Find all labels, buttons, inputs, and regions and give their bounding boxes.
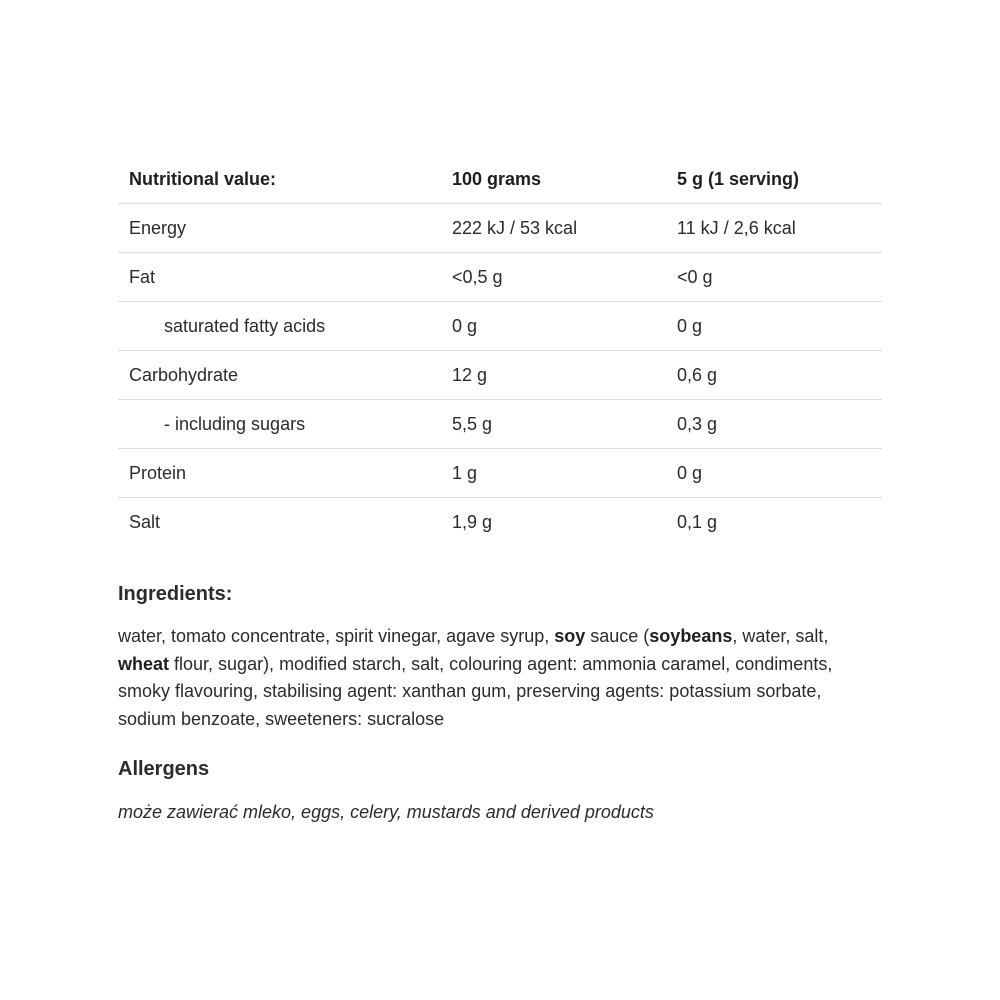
row-per-serving: 0 g bbox=[666, 302, 882, 351]
ingredients-text-part: flour, sugar), modified starch, salt, colouring agent: ammonia caramel, condiments, smoky flavouring, stabilising agent: xanthan gum, preserving agents: potassium sorbate, sodium benzoate, sweeteners: sucralose bbox=[118, 653, 833, 729]
row-label: Salt bbox=[129, 512, 161, 532]
table-row bbox=[118, 498, 882, 547]
allergen-highlight: soybeans bbox=[649, 626, 733, 646]
row-per-100g: 1 g bbox=[441, 449, 666, 498]
allergen-highlight: soy bbox=[554, 626, 586, 646]
row-per-100g: 12 g bbox=[441, 351, 666, 400]
header-100-grams: 100 grams bbox=[441, 155, 666, 204]
header-nutritional-value: Nutritional value: bbox=[118, 155, 441, 204]
row-per-serving: 0,6 g bbox=[666, 351, 882, 400]
table-row bbox=[118, 449, 882, 498]
ingredients-text-part: , water, salt, bbox=[732, 626, 829, 646]
ingredients-text bbox=[118, 623, 882, 733]
table-row bbox=[118, 351, 882, 400]
row-per-100g: 222 kJ / 53 kcal bbox=[441, 204, 666, 253]
allergens-title: Allergens bbox=[118, 758, 210, 780]
row-per-100g: <0,5 g bbox=[441, 253, 666, 302]
table-row bbox=[118, 302, 882, 351]
product-info bbox=[118, 155, 882, 824]
row-label: Carbohydrate bbox=[118, 351, 441, 400]
allergen-highlight: wheat bbox=[118, 653, 170, 674]
row-per-serving: <0 g bbox=[666, 253, 882, 302]
table-row bbox=[118, 253, 882, 302]
ingredients-text-part: water, tomato concentrate, spirit vinegar, agave syrup, bbox=[118, 626, 555, 646]
row-label: - including sugars bbox=[118, 400, 441, 449]
row-label: Fat bbox=[118, 253, 441, 302]
ingredients-text-part: sauce ( bbox=[585, 626, 650, 646]
row-per-serving: 0 g bbox=[666, 449, 882, 498]
header-serving: 5 g (1 serving) bbox=[666, 155, 882, 204]
nutrition-table bbox=[118, 155, 882, 546]
row-per-100g: 1,9 g bbox=[452, 512, 493, 532]
row-per-serving: 11 kJ / 2,6 kcal bbox=[666, 204, 882, 253]
row-per-100g: 5,5 g bbox=[441, 400, 666, 449]
row-per-100g: 0 g bbox=[441, 302, 666, 351]
row-label: saturated fatty acids bbox=[118, 302, 441, 351]
nutrition-header-row bbox=[118, 155, 882, 204]
table-row bbox=[118, 204, 882, 253]
row-per-serving: 0,3 g bbox=[666, 400, 882, 449]
row-label: Energy bbox=[118, 204, 441, 253]
table-row bbox=[118, 400, 882, 449]
row-per-serving: 0,1 g bbox=[677, 512, 718, 532]
allergens-text: może zawierać mleko, eggs, celery, mustards and derived products bbox=[118, 802, 654, 822]
ingredients-title: Ingredients: bbox=[118, 583, 233, 605]
row-label: Protein bbox=[118, 449, 441, 498]
